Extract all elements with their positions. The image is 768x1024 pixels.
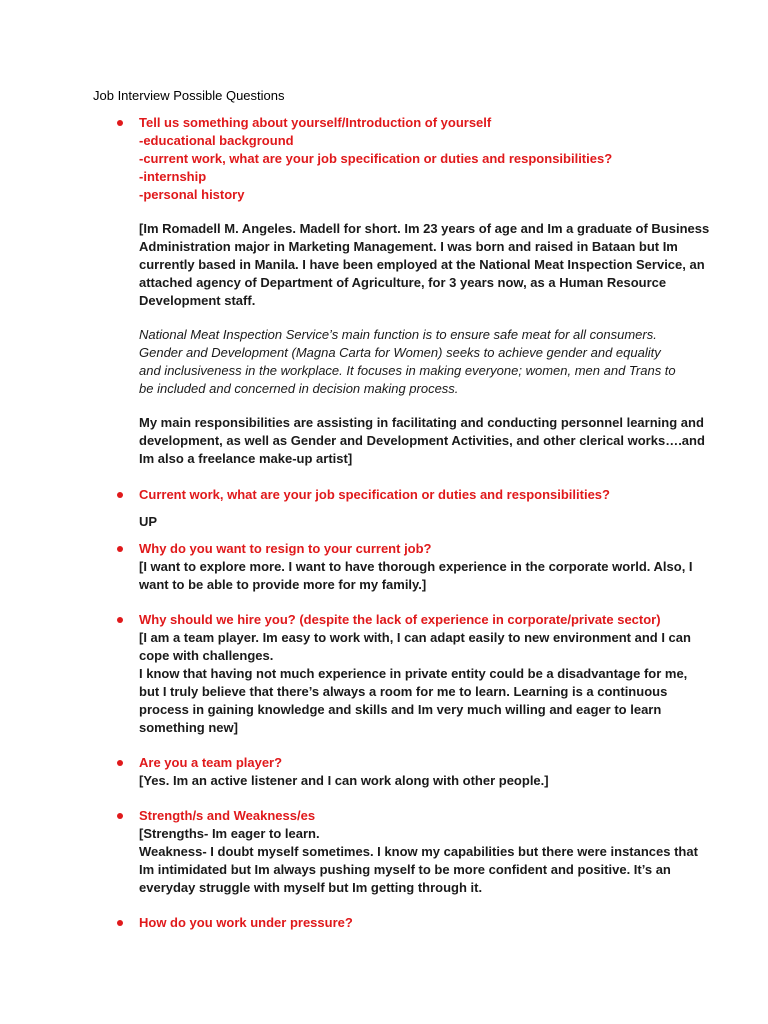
answer-line: Im intimidated but Im always pushing myself to be more confident and positive. It’s an xyxy=(139,862,671,877)
answer-line: [I want to explore more. I want to have thorough experience in the corporate world. Also, I xyxy=(139,559,693,574)
question-1-line: Tell us something about yourself/Introduction of yourself xyxy=(139,115,492,130)
answer-line: want to be able to provide more for my family.] xyxy=(139,577,427,592)
answer-line: Administration major in Marketing Management. I was born and raised in Bataan but Im xyxy=(139,239,678,254)
answer-5: [Yes. Im an active listener and I can work along with other people.] xyxy=(139,773,549,788)
answer-line: process in gaining knowledge and skills and Im very much willing and eager to learn xyxy=(139,702,662,717)
bullet-q1 xyxy=(117,120,123,126)
answer-line: I know that having not much experience in private entity could be a disadvantage for me, xyxy=(139,666,688,681)
answer-line: Weakness- I doubt myself sometimes. I know my capabilities but there were instances that xyxy=(139,844,698,859)
question-1 xyxy=(139,114,612,204)
question-5: Are you a team player? xyxy=(139,755,283,770)
answer-line: National Meat Inspection Service’s main function is to ensure safe meat for all consumers. xyxy=(139,327,657,342)
answer-4 xyxy=(139,629,691,737)
answer-line: development, as well as Gender and Development Activities, and other clerical works….and xyxy=(139,433,705,448)
bullet-q4 xyxy=(117,617,123,623)
answer-line: Development staff. xyxy=(139,293,256,308)
answer-line: [Im Romadell M. Angeles. Madell for short. Im 23 years of age and Im a graduate of Business xyxy=(139,221,710,236)
answer-line: but I truly believe that there’s always a room for me to learn. Learning is a continuous xyxy=(139,684,668,699)
answer-3 xyxy=(139,558,693,594)
question-3: Why do you want to resign to your current job? xyxy=(139,541,432,556)
question-6: Strength/s and Weakness/es xyxy=(139,808,316,823)
answer-1-paragraph-2 xyxy=(139,326,679,398)
answer-2: UP xyxy=(139,514,158,529)
bullet-q6 xyxy=(117,813,123,819)
answer-1-paragraph-3 xyxy=(139,414,705,468)
bullet-q5 xyxy=(117,760,123,766)
answer-line: [Strengths- Im eager to learn. xyxy=(139,826,320,841)
answer-line: My main responsibilities are assisting in facilitating and conducting personnel learning and xyxy=(139,415,704,430)
answer-line: Im also a freelance make-up artist] xyxy=(139,451,353,466)
bullet-q2 xyxy=(117,492,123,498)
question-1-line: -current work, what are your job specification or duties and responsibilities? xyxy=(139,151,613,166)
question-1-line: -educational background xyxy=(139,133,294,148)
answer-line: Gender and Development (Magna Carta for Women) seeks to achieve gender and equality xyxy=(139,345,661,360)
bullet-q3 xyxy=(117,546,123,552)
answer-6 xyxy=(139,825,698,897)
answer-line: everyday struggle with myself but Im getting through it. xyxy=(139,880,483,895)
page-title: Job Interview Possible Questions xyxy=(93,88,285,103)
question-7: How do you work under pressure? xyxy=(139,915,353,930)
question-1-line: -internship xyxy=(139,169,207,184)
answer-line: attached agency of Department of Agriculture, for 3 years now, as a Human Resource xyxy=(139,275,667,290)
answer-line: [I am a team player. Im easy to work with, I can adapt easily to new environment and I can xyxy=(139,630,691,645)
question-4: Why should we hire you? (despite the lack of experience in corporate/private sector) xyxy=(139,612,661,627)
bullet-q7 xyxy=(117,920,123,926)
question-2: Current work, what are your job specification or duties and responsibilities? xyxy=(139,487,610,502)
answer-line: currently based in Manila. I have been employed at the National Meat Inspection Service, an xyxy=(139,257,705,272)
question-1-line: -personal history xyxy=(139,187,245,202)
answer-line: cope with challenges. xyxy=(139,648,274,663)
answer-line: be included and concerned in decision making process. xyxy=(139,381,459,396)
answer-line: and inclusiveness in the workplace. It focuses in making everyone; women, men and Trans to xyxy=(139,363,676,378)
answer-line: something new] xyxy=(139,720,238,735)
answer-1-paragraph-1 xyxy=(139,220,710,310)
